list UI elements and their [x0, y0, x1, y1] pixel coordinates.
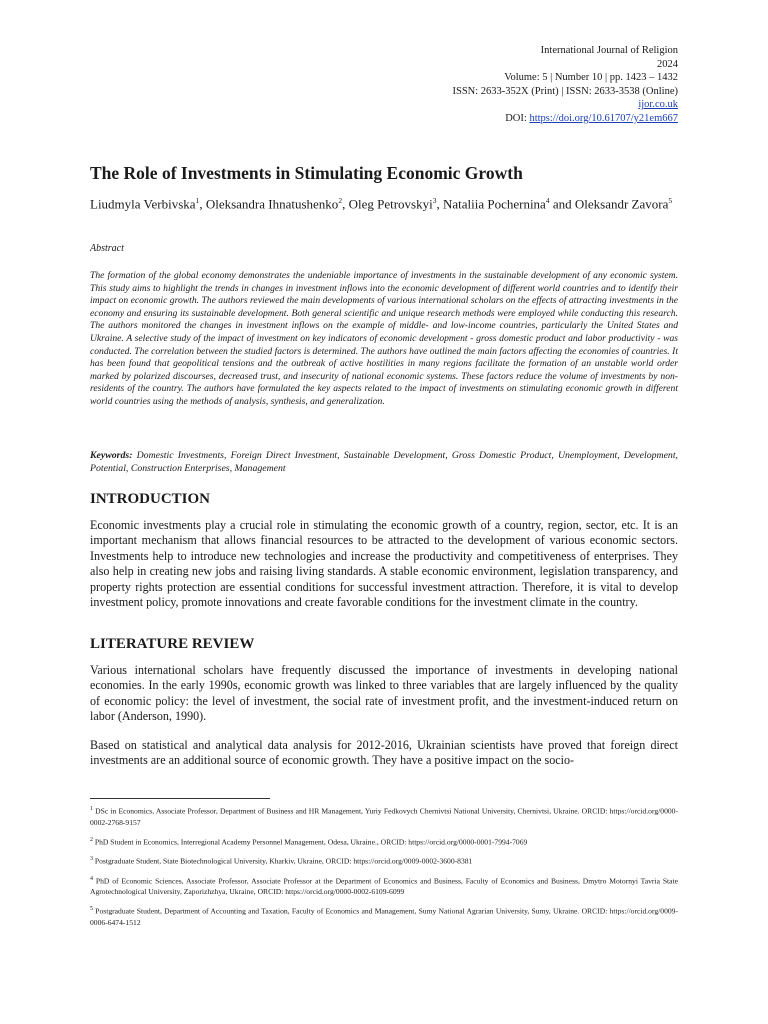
author-name: Oleksandr Zavora [574, 196, 669, 212]
author-name: Oleg Petrovskyi [348, 196, 433, 212]
doi-link[interactable]: https://doi.org/10.61707/y21em667 [529, 112, 678, 124]
footnote [90, 854, 678, 867]
author-affiliation-mark: 1 [195, 196, 200, 205]
abstract-text: The formation of the global economy demonstrates the undeniable importance of investments in the sustainable development of any economic system. This study aims to highlight the trends in changes in investment inflows into the economic development of different world countries and to identify their impact on economic growth. The authors reviewed the main developments of various international scholars on the effects of attracting investments in the economy and ensuring its sustainable development. Both general scientific and unique research methods were employed while conducting this research. The authors monitored the changes in investment inflows on the example of middle- and low-income countries, particularly the United States and Ukraine. A selective study of the impact of investment on key indicators of economic development - gross domestic product and labor productivity - was conducted. The correlation between the studied factors is determined. The authors have outlined the main factors affecting the economies of countries. It has been found that geopolitical tensions and the outbreak of active hostilities in many regions facilitate the formation of an unstable world order marked by polarized discourses, decreased trust, and insecurity of national economic systems. These factors reduce the volume of investments by non-residents of the country. The authors have formulated the key aspects related to the impact of investments on stimulating economic growth in different world countries using the methods of analysis, synthesis, and generalization. [90, 270, 678, 407]
footnote-mark: 1 [90, 806, 93, 812]
footnotes [90, 804, 678, 935]
footnote [90, 904, 678, 928]
literature-paragraph-1: Various international scholars have frequently discussed the importance of investments in developing national economies. In the early 1990s, economic growth was linked to three variables that are largely influenced by the quality of economic policy: the level of investment, the social rate of investment profit, and the investment-induced return on labor (Anderson, 1990). [90, 663, 678, 724]
keywords [90, 449, 678, 475]
footnote-mark: 4 [90, 875, 93, 882]
author-name: Oleksandra Ihnatushenko [205, 196, 339, 212]
journal-year: 2024 [657, 58, 678, 70]
footnote [90, 835, 678, 848]
author-separator: and [549, 196, 575, 212]
author-separator: , [436, 196, 443, 212]
introduction-paragraph: Economic investments play a crucial role in stimulating the economic growth of a country, region, sector, etc. It is an important mechanism that allows financial resources to be attracted to the development of various economic sectors. Investments help to introduce new technologies and increase the productivity and competitiveness of enterprises. They also help in creating new jobs and raising living standards. A stable economic environment, legislation transparency, and property rights protection are essential conditions for successful investment attraction. Therefore, it is vital to develop investment policy, promote innovations and create favorable conditions for the investment climate in the country. [90, 518, 678, 610]
footnote-mark: 2 [90, 836, 93, 843]
author-affiliation-mark: 4 [545, 196, 550, 205]
footnote-text: Postgraduate Student, Department of Accounting and Taxation, Faculty of Economics and Management, Sumy National Agrarian University, Sumy, Ukraine. ORCID: https://orcid.org/0009-0006-6474-1512 [90, 906, 678, 927]
author-affiliation-mark: 3 [432, 196, 437, 205]
author-separator: , [342, 196, 349, 212]
footnote-text: PhD Student in Economics, Interregional Academy Personnel Management, Odesa, Ukraine., ORCID: https://orcid.org/0000-0001-7994-7069 [93, 837, 528, 847]
keywords-text: Domestic Investments, Foreign Direct Investment, Sustainable Development, Gross Domestic Product, Unemployment, Development, Potential, Construction Enterprises, Management [90, 450, 678, 474]
issn-info: ISSN: 2633-352X (Print) | ISSN: 2633-3538 (Online) [452, 85, 678, 97]
author-list [90, 192, 678, 213]
footnote-mark: 5 [90, 906, 93, 913]
footnote-text: DSc in Economics, Associate Professor, Department of Business and HR Management, Yuriy Fedkovych Chernivtsi National University, Chernivtsi, Ukraine. ORCID: https://orcid.org/0000-0002-2768-9157 [90, 806, 678, 827]
footnote [90, 874, 678, 898]
author-affiliation-mark: 5 [668, 196, 673, 205]
author-name: Nataliia Pochernina [442, 196, 546, 212]
author-affiliation-mark: 2 [338, 196, 343, 205]
footnote-divider [90, 798, 270, 799]
paper-title: The Role of Investments in Stimulating Economic Growth [90, 163, 523, 183]
volume-info: Volume: 5 | Number 10 | pp. 1423 – 1432 [504, 72, 678, 84]
journal-header [278, 44, 678, 126]
author-separator: , [199, 196, 206, 212]
footnote-mark: 3 [90, 856, 93, 863]
author-name: Liudmyla Verbivska [90, 196, 196, 212]
keywords-label: Keywords: [90, 450, 133, 461]
doi-label: DOI: [505, 112, 530, 124]
footnote-text: PhD of Economic Sciences, Associate Professor, Associate Professor at the Department of Economics and Business, Faculty of Economics and Business, Dmytro Motornyi Tavria State Agrotechnological University, Zaporizhzhya, Ukraine, ORCID: https://orcid.org/0000-0002-6109-6099 [90, 876, 678, 897]
journal-website-link[interactable]: ijor.co.uk [638, 99, 678, 111]
journal-name: International Journal of Religion [540, 45, 678, 56]
abstract-label: Abstract [90, 243, 124, 254]
literature-paragraph-2: Based on statistical and analytical data analysis for 2012-2016, Ukrainian scientists have proved that foreign direct investments are an additional source of economic growth. They have a positive impact on the socio- [90, 738, 678, 768]
footnote [90, 804, 678, 828]
section-heading-introduction: INTRODUCTION [90, 491, 211, 507]
section-heading-literature-review: LITERATURE REVIEW [90, 636, 255, 652]
footnote-text: Postgraduate Student, State Biotechnological University, Kharkiv, Ukraine, ORCID: https://orcid.org/0009-0002-3600-8381 [93, 856, 473, 866]
